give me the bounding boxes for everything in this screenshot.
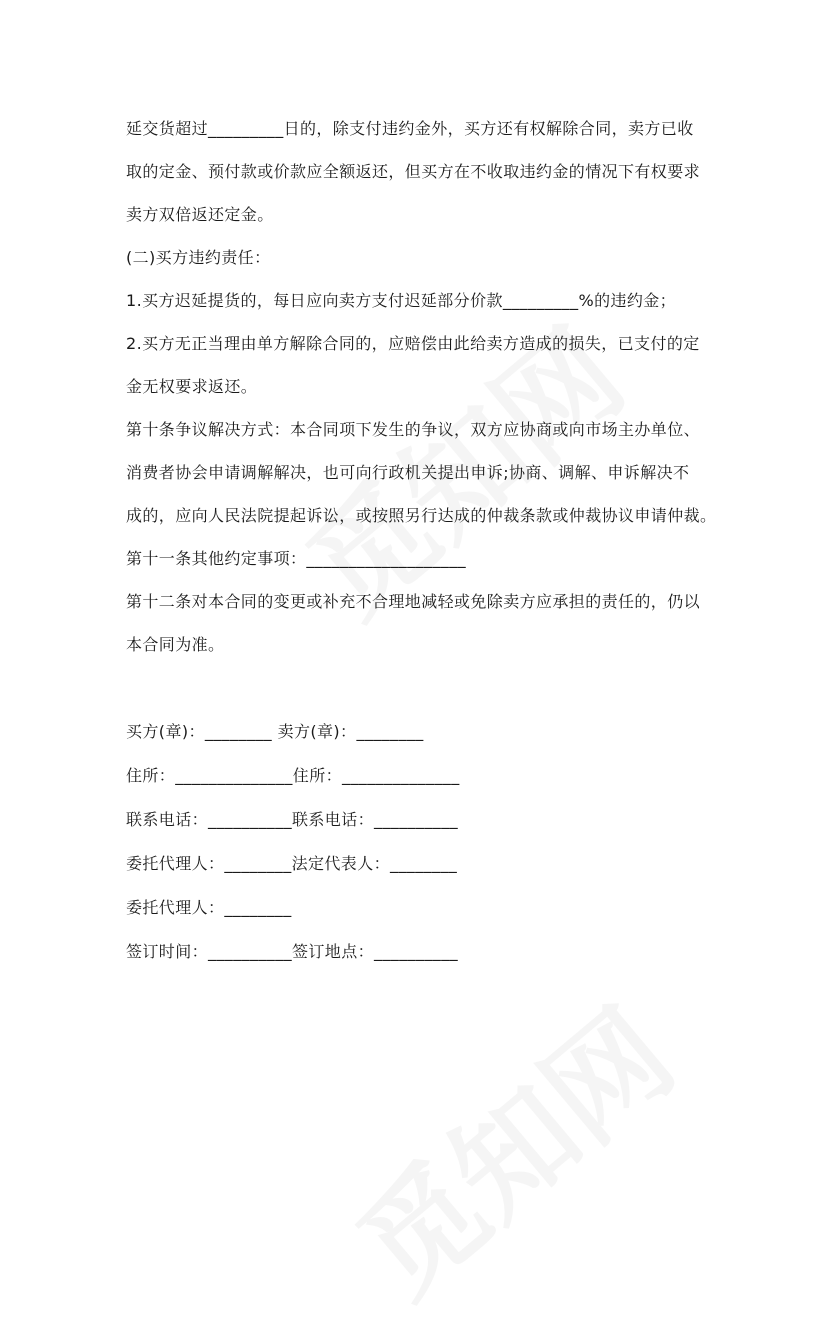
signature-line: 联系电话：__________联系电话：__________ — [126, 810, 459, 829]
body-line: 第十一条其他约定事项：___________________ — [126, 549, 467, 568]
body-line: 卖方双倍返还定金。 — [126, 205, 274, 224]
signature-line: 签订时间：__________签订地点：__________ — [126, 942, 459, 961]
watermark-logo — [317, 964, 703, 1327]
body-line: 取的定金、预付款或价款应全额返还，但买方在不收取违约金的情况下有权要求 — [126, 162, 701, 181]
body-line: 金无权要求返还。 — [126, 377, 258, 396]
signature-line: 住所：______________住所：______________ — [126, 766, 460, 785]
body-line: 2.买方无正当理由单方解除合同的，应赔偿由此给卖方造成的损失，已支付的定 — [126, 334, 700, 353]
body-line: 第十条争议解决方式：本合同项下发生的争议，双方应协商或向市场主办单位、 — [126, 420, 701, 439]
section-heading: (二)买方违约责任： — [126, 248, 271, 267]
body-line: 延交货超过_________日的，除支付违约金外，买方还有权解除合同，卖方已收 — [126, 119, 694, 138]
body-line: 消费者协会申请调解解决，也可向行政机关提出申诉;协商、调解、申诉解决不 — [126, 463, 690, 482]
body-line: 1.买方迟延提货的，每日应向卖方支付迟延部分价款_________%的违约金； — [126, 291, 677, 310]
body-line: 第十二条对本合同的变更或补充不合理地减轻或免除卖方应承担的责任的，仍以 — [126, 592, 701, 611]
signature-line: 买方(章)：________ 卖方(章)：________ — [126, 722, 424, 741]
signature-line: 委托代理人：________法定代表人：________ — [126, 854, 458, 873]
body-line: 本合同为准。 — [126, 635, 225, 654]
body-line: 成的，应向人民法院提起诉讼，或按照另行达成的仲裁条款或仲裁协议申请仲裁。 — [126, 506, 717, 525]
signature-line: 委托代理人：________ — [126, 898, 292, 917]
